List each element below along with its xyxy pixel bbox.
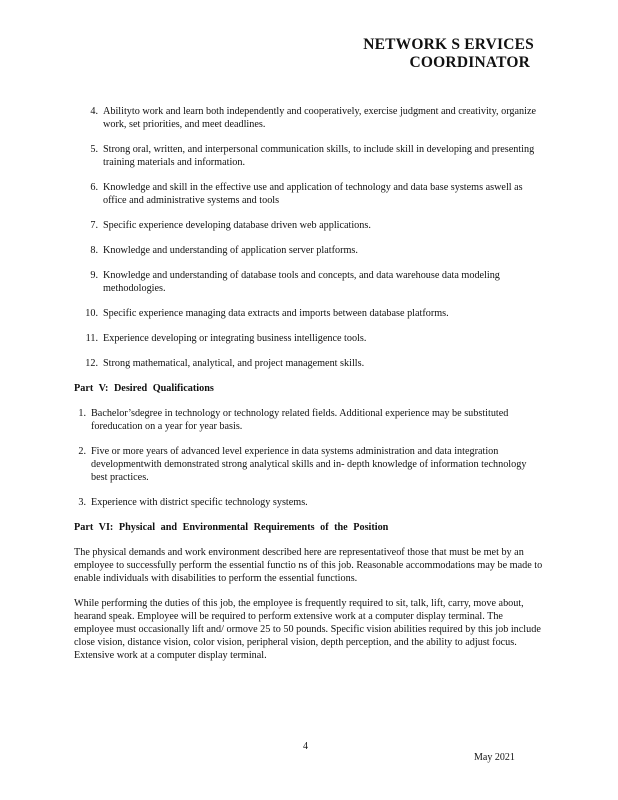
list-item	[74, 219, 544, 232]
item-text: Specific experience managing data extracts and imports between database platforms.	[103, 308, 449, 319]
item-number: 3.	[78, 497, 86, 508]
item-number: 10.	[85, 308, 98, 319]
list-item	[74, 332, 544, 345]
item-text: Knowledge and skill in the effective use and application of technology and data base systems aswell as office and administrative systems and tools	[103, 182, 523, 206]
list-item	[74, 181, 544, 207]
item-number: 1.	[78, 408, 86, 419]
list-item	[74, 244, 544, 257]
item-number: 5.	[90, 144, 98, 155]
list-item	[74, 357, 544, 370]
item-text: Abilityto work and learn both independently and cooperatively, exercise judgment and creativity, organize work, set priorities, and meet deadlines.	[103, 106, 537, 130]
list-item	[74, 143, 544, 169]
item-number: 2.	[78, 446, 86, 457]
item-number: 9.	[90, 270, 98, 281]
physical-demands-paragraph: The physical demands and work environment described here are representativeof those that must be met by an employee to successfully perform the essential functio ns of this job. Reasonable accommodations may be made to enable individuals with disabilities to perform the essential functions.	[74, 547, 543, 584]
list-item	[74, 307, 544, 320]
list-item	[74, 496, 544, 509]
document-body	[74, 105, 544, 674]
item-text: Experience with district specific technology systems.	[91, 497, 308, 508]
item-number: 8.	[90, 245, 98, 256]
item-text: Strong oral, written, and interpersonal communication skills, to include skill in developing and presenting training materials and information.	[103, 144, 535, 168]
page-number: 4	[303, 741, 308, 752]
item-number: 4.	[90, 106, 98, 117]
item-text: Bachelor’sdegree in technology or technology related fields. Additional experience may be substituted foreducation on a year for year basis.	[91, 408, 509, 432]
item-number: 11.	[85, 333, 98, 344]
list-item	[74, 269, 544, 295]
item-text: Five or more years of advanced level experience in data systems administration and data integration developmentwith demonstrated strong analytical skills and in- depth knowledge of information technology best practices.	[91, 446, 527, 483]
duties-paragraph: While performing the duties of this job, the employee is frequently required to sit, talk, lift, carry, move about, hearand speak. Employee will be required to perform extensive work at a computer display terminal. The employee must occasionally lift and/ ormove 25 to 50 pounds. Specific vision abilities required by this job include close vision, distance vision, color vision, peripheral vision, depth perception, and the ability to adjust focus. Extensive work at a computer display terminal.	[74, 598, 541, 661]
item-text: Strong mathematical, analytical, and project management skills.	[103, 358, 365, 369]
section-heading-part-v: Part V: Desired Qualifications	[74, 383, 214, 394]
item-number: 7.	[90, 220, 98, 231]
item-number: 12.	[85, 358, 98, 369]
desired-qualifications-list	[74, 407, 544, 509]
document-header	[363, 36, 534, 72]
requirements-list	[74, 105, 544, 370]
item-text: Knowledge and understanding of application server platforms.	[103, 245, 358, 256]
list-item	[74, 105, 544, 131]
item-text: Specific experience developing database driven web applications.	[103, 220, 371, 231]
revision-date: May 2021	[474, 752, 515, 763]
list-item	[74, 407, 544, 433]
section-heading-part-vi: Part VI: Physical and Environmental Requirements of the Position	[74, 522, 389, 533]
item-text: Experience developing or integrating business intelligence tools.	[103, 333, 367, 344]
job-title-line2: COORDINATOR	[409, 54, 530, 71]
list-item	[74, 445, 544, 484]
item-number: 6.	[90, 182, 98, 193]
item-text: Knowledge and understanding of database tools and concepts, and data warehouse data modeling methodologies.	[103, 270, 500, 294]
job-title-line1: NETWORK S ERVICES	[363, 36, 534, 53]
